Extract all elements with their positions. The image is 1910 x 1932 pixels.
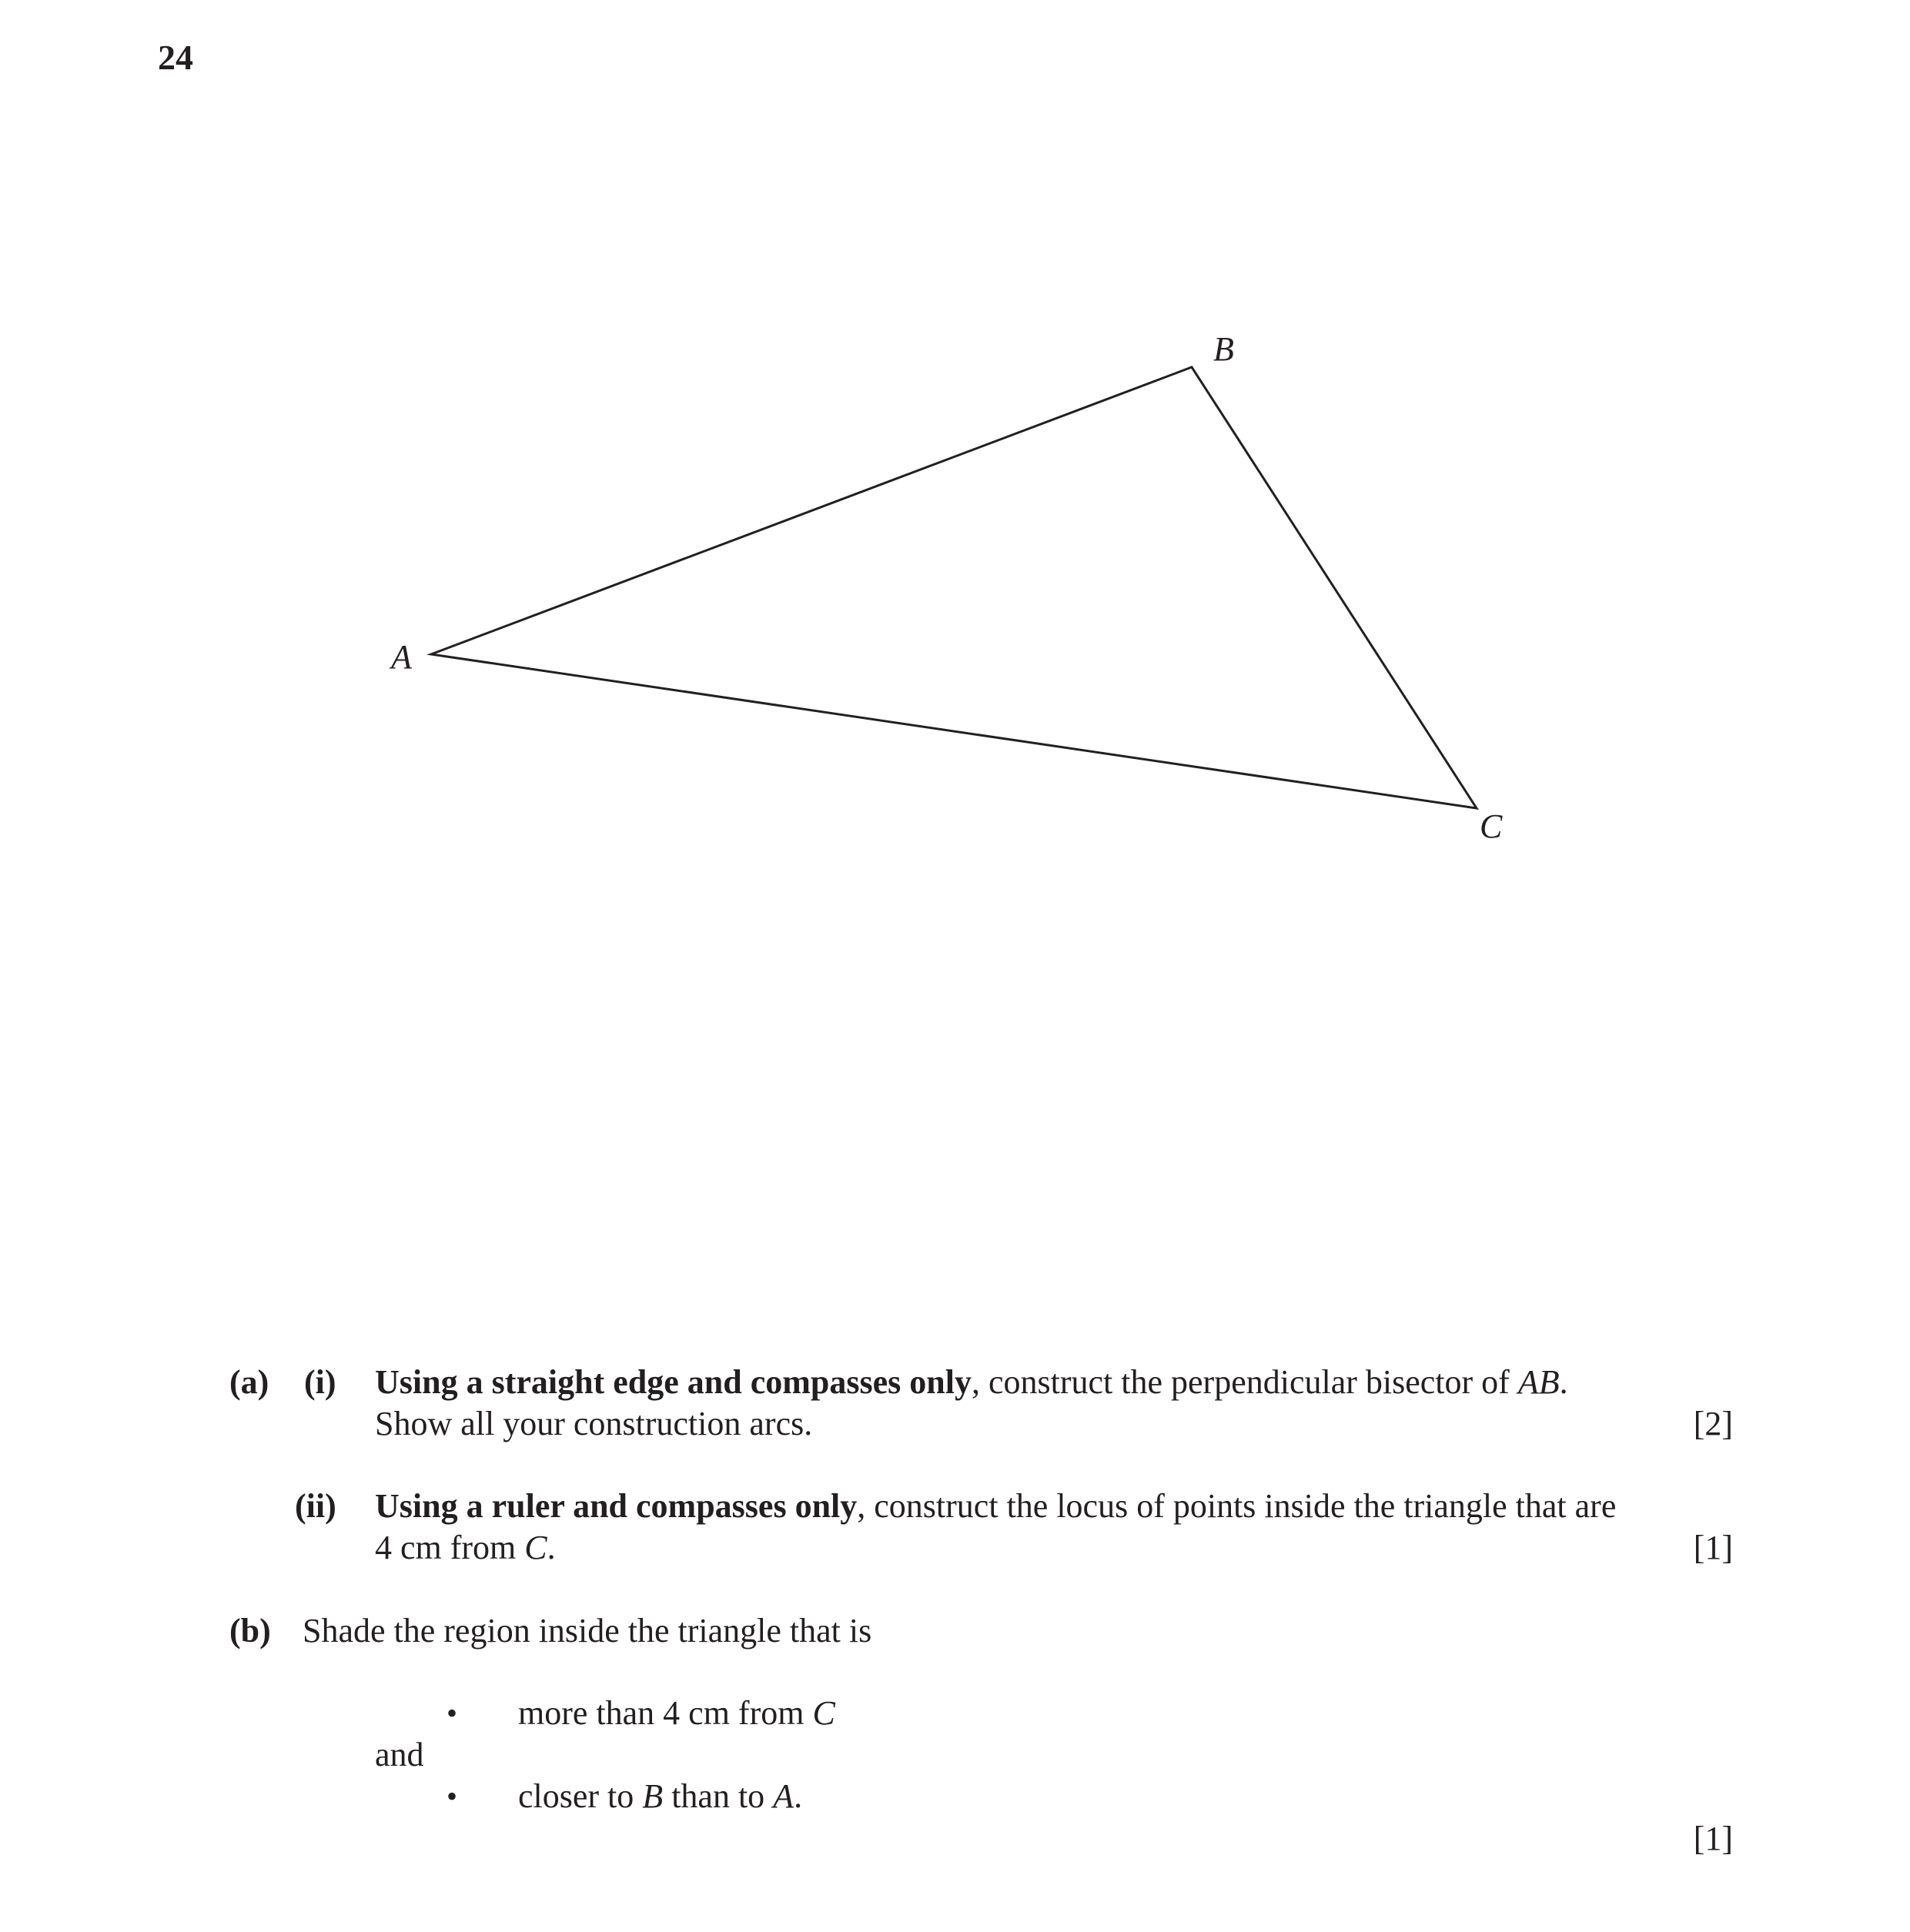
part-a-ii-marks: [1] xyxy=(1693,1529,1733,1566)
part-a-ii-question xyxy=(375,1486,1616,1526)
part-a-i-line2: Show all your construction arcs. xyxy=(375,1405,813,1442)
part-b-label: (b) xyxy=(229,1612,271,1650)
triangle-diagram xyxy=(0,0,1910,885)
part-a-i-marks: [2] xyxy=(1693,1405,1733,1442)
part-a-i-bold: Using a straight edge and compasses only xyxy=(375,1363,972,1401)
part-a-i-label: (i) xyxy=(304,1363,336,1401)
bullet-1-text: more than 4 cm from C xyxy=(518,1694,835,1732)
part-b-question: Shade the region inside the triangle that is xyxy=(303,1612,872,1650)
part-a-ii-bold: Using a ruler and compasses only xyxy=(375,1487,858,1525)
vertex-label-c: C xyxy=(1480,807,1503,845)
part-a-i-text: , construct the perpendicular bisector of xyxy=(971,1363,1518,1401)
part-a-ii-line2: 4 cm from C. xyxy=(375,1529,556,1566)
vertex-label-b: B xyxy=(1213,330,1234,368)
part-b-marks: [1] xyxy=(1693,1820,1733,1857)
part-a-i-var: AB xyxy=(1517,1363,1560,1401)
bullet-1-marker: • xyxy=(447,1696,458,1730)
page-number: 24 xyxy=(158,38,193,77)
bullet-2-marker: • xyxy=(447,1779,458,1813)
part-a-ii-text: , construct the locus of points inside the triangle that are xyxy=(857,1487,1617,1525)
part-a-label: (a) xyxy=(229,1363,269,1401)
and-connector: and xyxy=(375,1736,424,1773)
vertex-label-a: A xyxy=(391,638,412,676)
bullet-2-text: closer to B than to A. xyxy=(518,1777,803,1815)
part-a-i-question: Using a straight edge and compasses only, construct the perpendicular bisector of AB. xyxy=(375,1363,1568,1401)
triangle-abc xyxy=(431,367,1477,808)
part-a-ii-label: (ii) xyxy=(295,1487,336,1525)
